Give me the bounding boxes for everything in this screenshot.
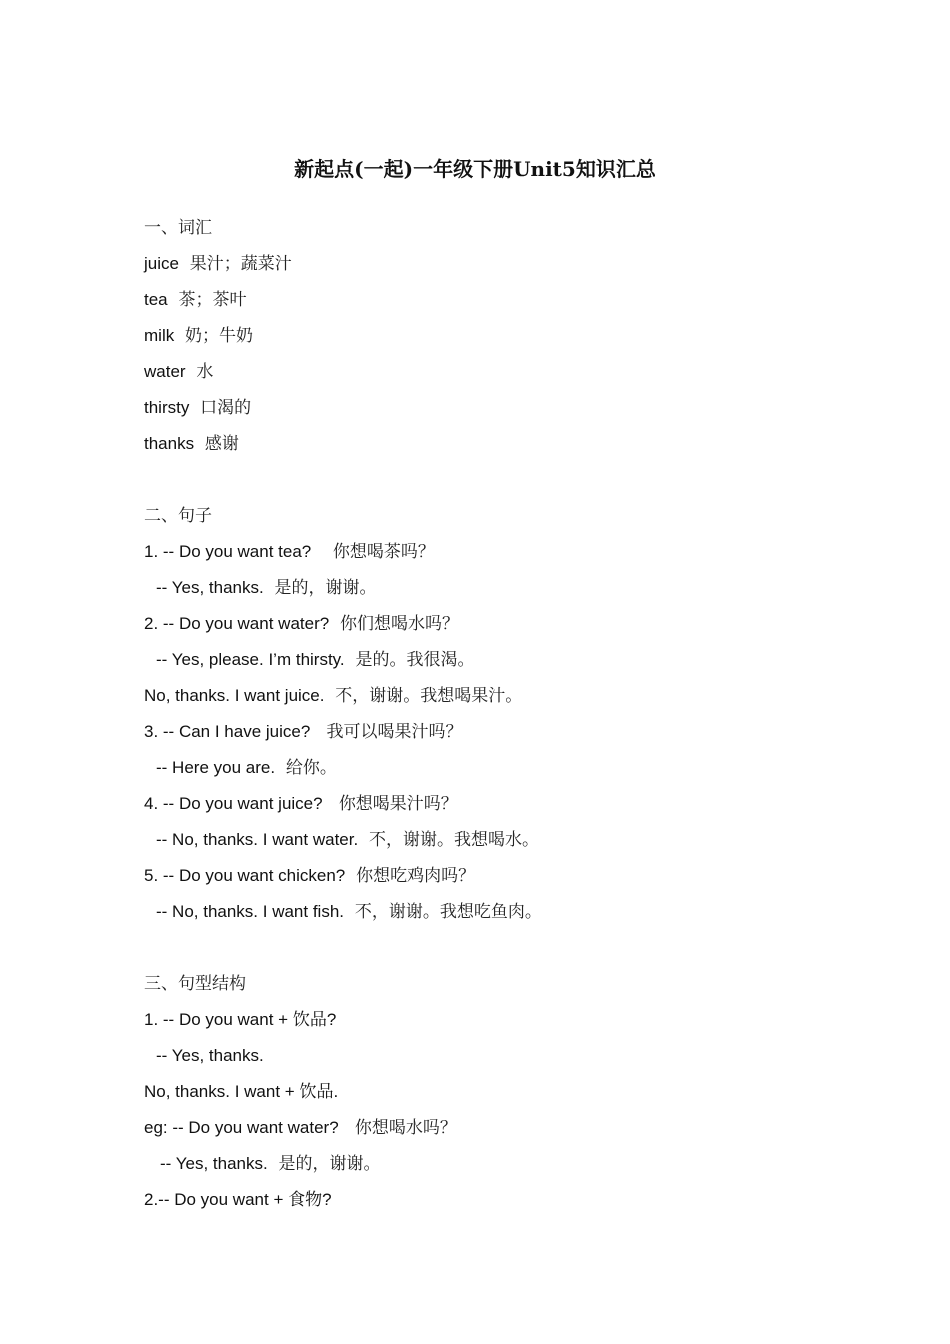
sentence-zh: 不，谢谢。我想喝水。 [369,830,540,850]
sentence-line [144,606,864,642]
sentence-line [144,642,864,678]
sentence-line [144,750,864,786]
sentence-en: -- Here you are. [156,758,276,777]
pattern-en: -- Yes, thanks. [160,1154,268,1173]
sentence-en: -- Yes, please. I’m thirsty. [156,650,345,669]
pattern-line [144,1074,864,1110]
vocab-meaning: 果汁；蔬菜汁 [189,254,292,274]
sentence-zh: 你们想喝水吗？ [340,614,460,634]
pattern-zh: 你想喝水吗？ [354,1118,457,1138]
pattern-en: 1. -- Do you want + 饮品? [144,1010,337,1029]
sentence-line [144,858,864,894]
vocab-word: water [144,362,186,381]
section-heading-vocabulary: 一、词汇 [144,218,212,238]
vocab-item [144,246,864,282]
sentence-line [144,894,864,930]
sentence-line [144,534,864,570]
pattern-zh: 是的，谢谢。 [278,1154,381,1174]
document-body [144,210,864,1218]
sentence-en: No, thanks. I want juice. [144,686,325,705]
pattern-en: No, thanks. I want + 饮品. [144,1082,339,1101]
vocab-item [144,282,864,318]
vocab-meaning: 水 [196,362,214,382]
sentence-line [144,786,864,822]
vocab-meaning: 茶；茶叶 [178,290,247,310]
sentence-en: 4. -- Do you want juice? [144,794,323,813]
section-heading-patterns: 三、句型结构 [144,974,246,994]
pattern-en: 2.-- Do you want + 食物? [144,1190,332,1209]
sentence-zh: 是的。我很渴。 [355,650,475,670]
vocab-word: juice [144,254,179,273]
sentence-en: -- Yes, thanks. [156,578,264,597]
vocab-word: milk [144,326,175,345]
vocab-item [144,318,864,354]
sentence-line [144,570,864,606]
sentence-en: 5. -- Do you want chicken? [144,866,346,885]
vocab-meaning: 口渴的 [200,398,252,418]
sentence-en: -- No, thanks. I want water. [156,830,359,849]
sentence-line [144,678,864,714]
vocab-item [144,390,864,426]
sentence-en: -- No, thanks. I want fish. [156,902,345,921]
document-title: 新起点(一起)一年级下册Unit5知识汇总 [294,157,656,181]
sentence-line [144,714,864,750]
sentence-en: 3. -- Can I have juice? [144,722,311,741]
vocab-word: tea [144,290,168,309]
pattern-en: -- Yes, thanks. [156,1046,264,1065]
vocab-meaning: 感谢 [204,434,239,454]
vocab-meaning: 奶；牛奶 [185,326,254,346]
section-heading-sentences: 二、句子 [144,506,212,526]
vocab-item [144,354,864,390]
section-spacer [144,930,864,966]
pattern-line [144,1110,864,1146]
pattern-line [144,1146,864,1182]
sentence-zh: 你想喝果汁吗？ [338,794,458,814]
sentence-en: 2. -- Do you want water? [144,614,330,633]
sentence-zh: 不，谢谢。我想喝果汁。 [335,686,523,706]
sentence-line [144,822,864,858]
sentence-zh: 是的，谢谢。 [274,578,377,598]
sentence-zh: 给你。 [285,758,337,778]
pattern-line [144,1182,864,1218]
sentence-en: 1. -- Do you want tea? [144,542,312,561]
sentence-zh: 你想喝茶吗？ [332,542,435,562]
section-spacer [144,462,864,498]
pattern-line [144,1002,864,1038]
vocab-item [144,426,864,462]
vocab-word: thirsty [144,398,190,417]
pattern-line [144,1038,864,1074]
pattern-en: eg: -- Do you want water? [144,1118,339,1137]
sentence-zh: 不，谢谢。我想吃鱼肉。 [354,902,542,922]
sentence-zh: 你想吃鸡肉吗？ [356,866,476,886]
sentence-zh: 我可以喝果汁吗？ [326,722,463,742]
vocab-word: thanks [144,434,195,453]
